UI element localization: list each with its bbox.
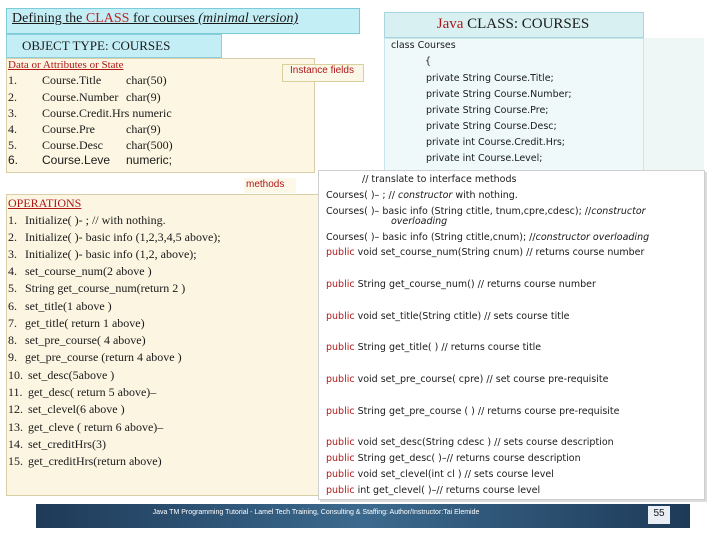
code-method-line: Courses( )– ; // constructor with nothing.: [326, 190, 518, 201]
instance-fields-label: Instance fields: [290, 65, 354, 76]
code-method-line: public void set_clevel(int cl ) // sets course level: [326, 469, 554, 480]
code-comment: // translate to interface methods: [362, 174, 517, 185]
code-class-line: class Courses: [391, 40, 456, 51]
code-field-line: private String Course.Title;: [426, 73, 554, 84]
code-method-line: overloading: [391, 216, 448, 227]
code-method-line: Courses( )– basic info (String ctitle, tnum,cpre,cdesc); //constructor: [326, 206, 646, 217]
code-method-line: public String get_pre_course ( ) // returns course pre-requisite: [326, 406, 620, 417]
object-type-label: OBJECT TYPE: COURSES: [22, 38, 171, 53]
code-method-line: public void set_pre_course( cpre) // set course pre-requisite: [326, 374, 609, 385]
code-method-line: public int get_clevel( )–// returns course level: [326, 485, 541, 496]
footer-bar: [36, 504, 690, 528]
interface-methods-panel: [318, 170, 705, 500]
code-open-brace: {: [425, 56, 432, 67]
page-number: 55: [653, 508, 665, 519]
operations-heading: OPERATIONS: [8, 196, 82, 210]
methods-label: methods: [246, 179, 285, 190]
code-field-line: private int Course.Level;: [426, 153, 543, 164]
code-method-line: public String get_title( ) // returns course title: [326, 342, 542, 353]
code-method-line: public void set_course_num(String cnum) // returns course number: [326, 247, 645, 258]
code-method-line: public String get_desc( )–// returns course description: [326, 453, 581, 464]
code-method-line: public void set_desc(String cdesc ) // sets course description: [326, 437, 614, 448]
code-field-line: private String Course.Number;: [426, 89, 572, 100]
code-field-line: private int Course.Credit.Hrs;: [426, 137, 566, 148]
slide-title: Defining the CLASS for courses (minimal version): [12, 11, 299, 26]
footer-credit: Java TM Programming Tutorial - Lamel Tech Training, Consulting & Staffing: Author/Instructor:Tai Elemide: [152, 509, 480, 516]
code-method-line: public String get_course_num() // returns course number: [326, 279, 596, 290]
java-class-title: Java CLASS: COURSES: [436, 16, 590, 32]
attributes-heading: Data or Attributes or State: [8, 59, 124, 71]
code-method-line: Courses( )– basic info (String ctitle,cnum); //constructor overloading: [326, 232, 650, 243]
code-field-line: private String Course.Pre;: [426, 105, 549, 116]
code-method-line: public void set_title(String ctitle) // sets course title: [326, 311, 570, 322]
code-field-line: private String Course.Desc;: [426, 121, 557, 132]
